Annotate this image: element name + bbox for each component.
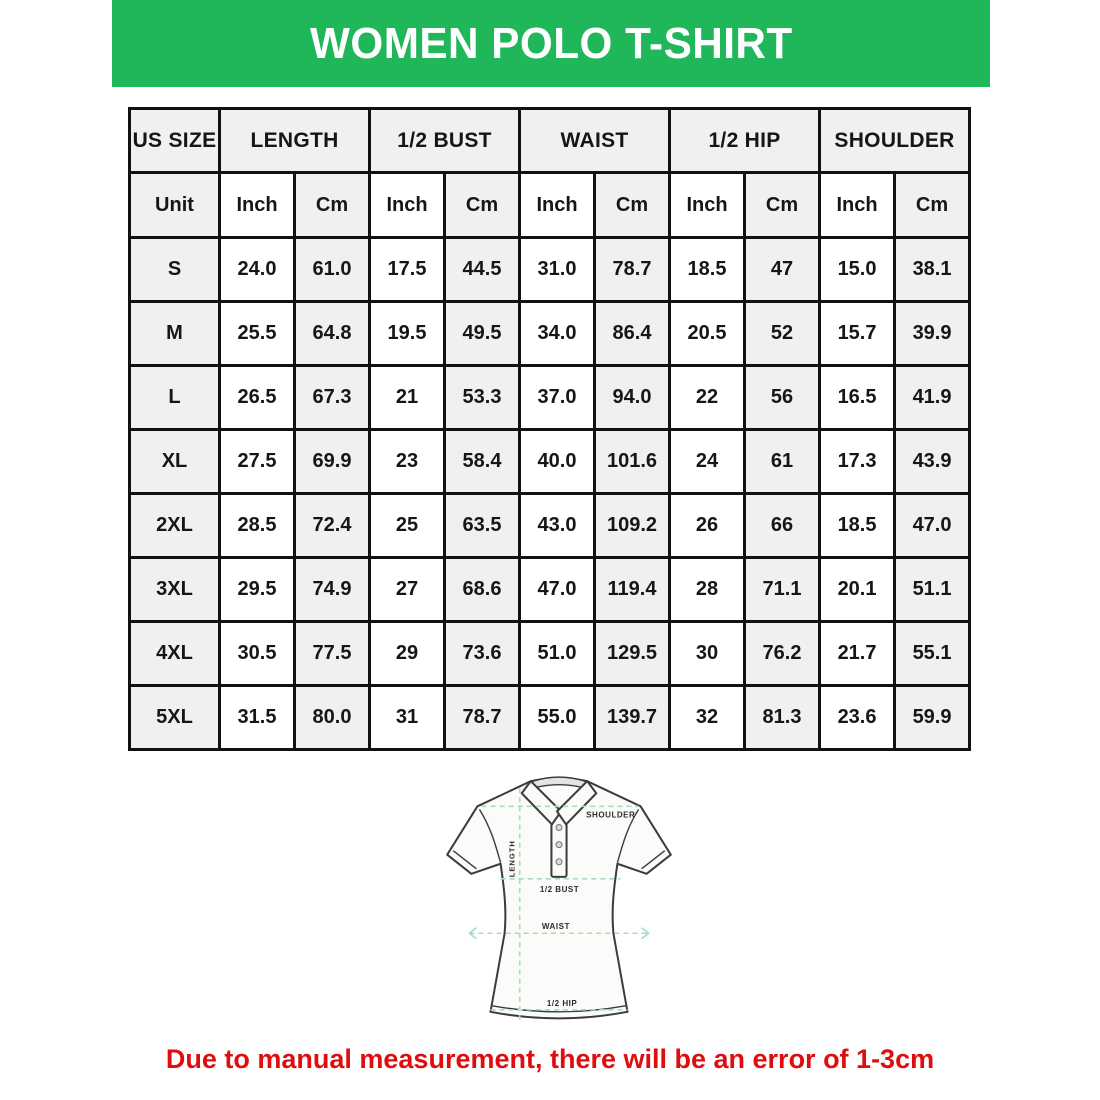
unit-cell: Inch	[670, 173, 745, 238]
value-cell: 24	[670, 430, 745, 494]
value-cell: 28.5	[220, 494, 295, 558]
value-cell: 61.0	[295, 238, 370, 302]
value-cell: 25.5	[220, 302, 295, 366]
value-cell: 29	[370, 622, 445, 686]
size-cell: 5XL	[130, 686, 220, 750]
value-cell: 21	[370, 366, 445, 430]
value-cell: 15.7	[820, 302, 895, 366]
column-group-header: US SIZE	[130, 109, 220, 173]
column-group-header: SHOULDER	[820, 109, 970, 173]
value-cell: 26.5	[220, 366, 295, 430]
length-label: LENGTH	[507, 840, 517, 878]
size-cell: 3XL	[130, 558, 220, 622]
unit-cell: Cm	[895, 173, 970, 238]
table-row	[130, 366, 970, 430]
value-cell: 20.1	[820, 558, 895, 622]
unit-cell: Cm	[595, 173, 670, 238]
value-cell: 76.2	[745, 622, 820, 686]
button-icon	[556, 824, 562, 830]
value-cell: 55.1	[895, 622, 970, 686]
value-cell: 109.2	[595, 494, 670, 558]
table-row	[130, 302, 970, 366]
unit-cell: Inch	[220, 173, 295, 238]
value-cell: 63.5	[445, 494, 520, 558]
column-group-header: 1/2 BUST	[370, 109, 520, 173]
bust-label: 1/2 BUST	[539, 884, 580, 894]
size-cell: 2XL	[130, 494, 220, 558]
value-cell: 47.0	[895, 494, 970, 558]
value-cell: 29.5	[220, 558, 295, 622]
value-cell: 17.5	[370, 238, 445, 302]
value-cell: 51.0	[520, 622, 595, 686]
unit-cell: Cm	[745, 173, 820, 238]
value-cell: 40.0	[520, 430, 595, 494]
value-cell: 23	[370, 430, 445, 494]
waist-label: WAIST	[541, 922, 570, 932]
value-cell: 101.6	[595, 430, 670, 494]
unit-label-cell: Unit	[130, 173, 220, 238]
size-chart-header	[130, 109, 970, 238]
table-row	[130, 558, 970, 622]
value-cell: 74.9	[295, 558, 370, 622]
size-cell: M	[130, 302, 220, 366]
value-cell: 37.0	[520, 366, 595, 430]
column-group-header: LENGTH	[220, 109, 370, 173]
value-cell: 59.9	[895, 686, 970, 750]
value-cell: 18.5	[670, 238, 745, 302]
value-cell: 30.5	[220, 622, 295, 686]
value-cell: 17.3	[820, 430, 895, 494]
value-cell: 86.4	[595, 302, 670, 366]
unit-cell: Inch	[520, 173, 595, 238]
value-cell: 39.9	[895, 302, 970, 366]
value-cell: 31	[370, 686, 445, 750]
value-cell: 27	[370, 558, 445, 622]
polo-shirt-diagram	[433, 760, 685, 1037]
value-cell: 53.3	[445, 366, 520, 430]
table-row	[130, 430, 970, 494]
value-cell: 20.5	[670, 302, 745, 366]
value-cell: 47.0	[520, 558, 595, 622]
value-cell: 31.5	[220, 686, 295, 750]
value-cell: 77.5	[295, 622, 370, 686]
value-cell: 43.9	[895, 430, 970, 494]
unit-row	[130, 173, 970, 238]
value-cell: 32	[670, 686, 745, 750]
column-group-header: 1/2 HIP	[670, 109, 820, 173]
unit-cell: Cm	[295, 173, 370, 238]
value-cell: 27.5	[220, 430, 295, 494]
value-cell: 43.0	[520, 494, 595, 558]
size-chart-table	[128, 107, 971, 751]
value-cell: 66	[745, 494, 820, 558]
value-cell: 67.3	[295, 366, 370, 430]
value-cell: 41.9	[895, 366, 970, 430]
value-cell: 51.1	[895, 558, 970, 622]
value-cell: 56	[745, 366, 820, 430]
value-cell: 30	[670, 622, 745, 686]
size-cell: S	[130, 238, 220, 302]
value-cell: 23.6	[820, 686, 895, 750]
value-cell: 44.5	[445, 238, 520, 302]
value-cell: 64.8	[295, 302, 370, 366]
value-cell: 58.4	[445, 430, 520, 494]
value-cell: 61	[745, 430, 820, 494]
title-banner	[112, 0, 990, 87]
table-row	[130, 238, 970, 302]
value-cell: 52	[745, 302, 820, 366]
value-cell: 31.0	[520, 238, 595, 302]
value-cell: 129.5	[595, 622, 670, 686]
value-cell: 25	[370, 494, 445, 558]
page-title: WOMEN POLO T-SHIRT	[309, 18, 793, 68]
value-cell: 94.0	[595, 366, 670, 430]
value-cell: 139.7	[595, 686, 670, 750]
value-cell: 22	[670, 366, 745, 430]
value-cell: 69.9	[295, 430, 370, 494]
value-cell: 119.4	[595, 558, 670, 622]
unit-cell: Inch	[820, 173, 895, 238]
hip-label: 1/2 HIP	[546, 998, 578, 1008]
value-cell: 21.7	[820, 622, 895, 686]
table-row	[130, 686, 970, 750]
shoulder-label: SHOULDER	[586, 810, 636, 820]
value-cell: 26	[670, 494, 745, 558]
unit-cell: Inch	[370, 173, 445, 238]
measurement-note: Due to manual measurement, there will be an error of 1-3cm	[165, 1044, 935, 1074]
value-cell: 55.0	[520, 686, 595, 750]
size-cell: 4XL	[130, 622, 220, 686]
value-cell: 80.0	[295, 686, 370, 750]
value-cell: 49.5	[445, 302, 520, 366]
value-cell: 24.0	[220, 238, 295, 302]
size-chart-body	[130, 238, 970, 750]
value-cell: 71.1	[745, 558, 820, 622]
value-cell: 38.1	[895, 238, 970, 302]
value-cell: 81.3	[745, 686, 820, 750]
value-cell: 19.5	[370, 302, 445, 366]
table-row	[130, 494, 970, 558]
button-icon	[556, 859, 562, 865]
column-group-row	[130, 109, 970, 173]
value-cell: 78.7	[595, 238, 670, 302]
size-cell: XL	[130, 430, 220, 494]
button-icon	[556, 842, 562, 848]
value-cell: 78.7	[445, 686, 520, 750]
size-cell: L	[130, 366, 220, 430]
value-cell: 73.6	[445, 622, 520, 686]
unit-cell: Cm	[445, 173, 520, 238]
value-cell: 18.5	[820, 494, 895, 558]
table-row	[130, 622, 970, 686]
value-cell: 28	[670, 558, 745, 622]
value-cell: 47	[745, 238, 820, 302]
value-cell: 72.4	[295, 494, 370, 558]
value-cell: 15.0	[820, 238, 895, 302]
value-cell: 34.0	[520, 302, 595, 366]
value-cell: 68.6	[445, 558, 520, 622]
column-group-header: WAIST	[520, 109, 670, 173]
value-cell: 16.5	[820, 366, 895, 430]
